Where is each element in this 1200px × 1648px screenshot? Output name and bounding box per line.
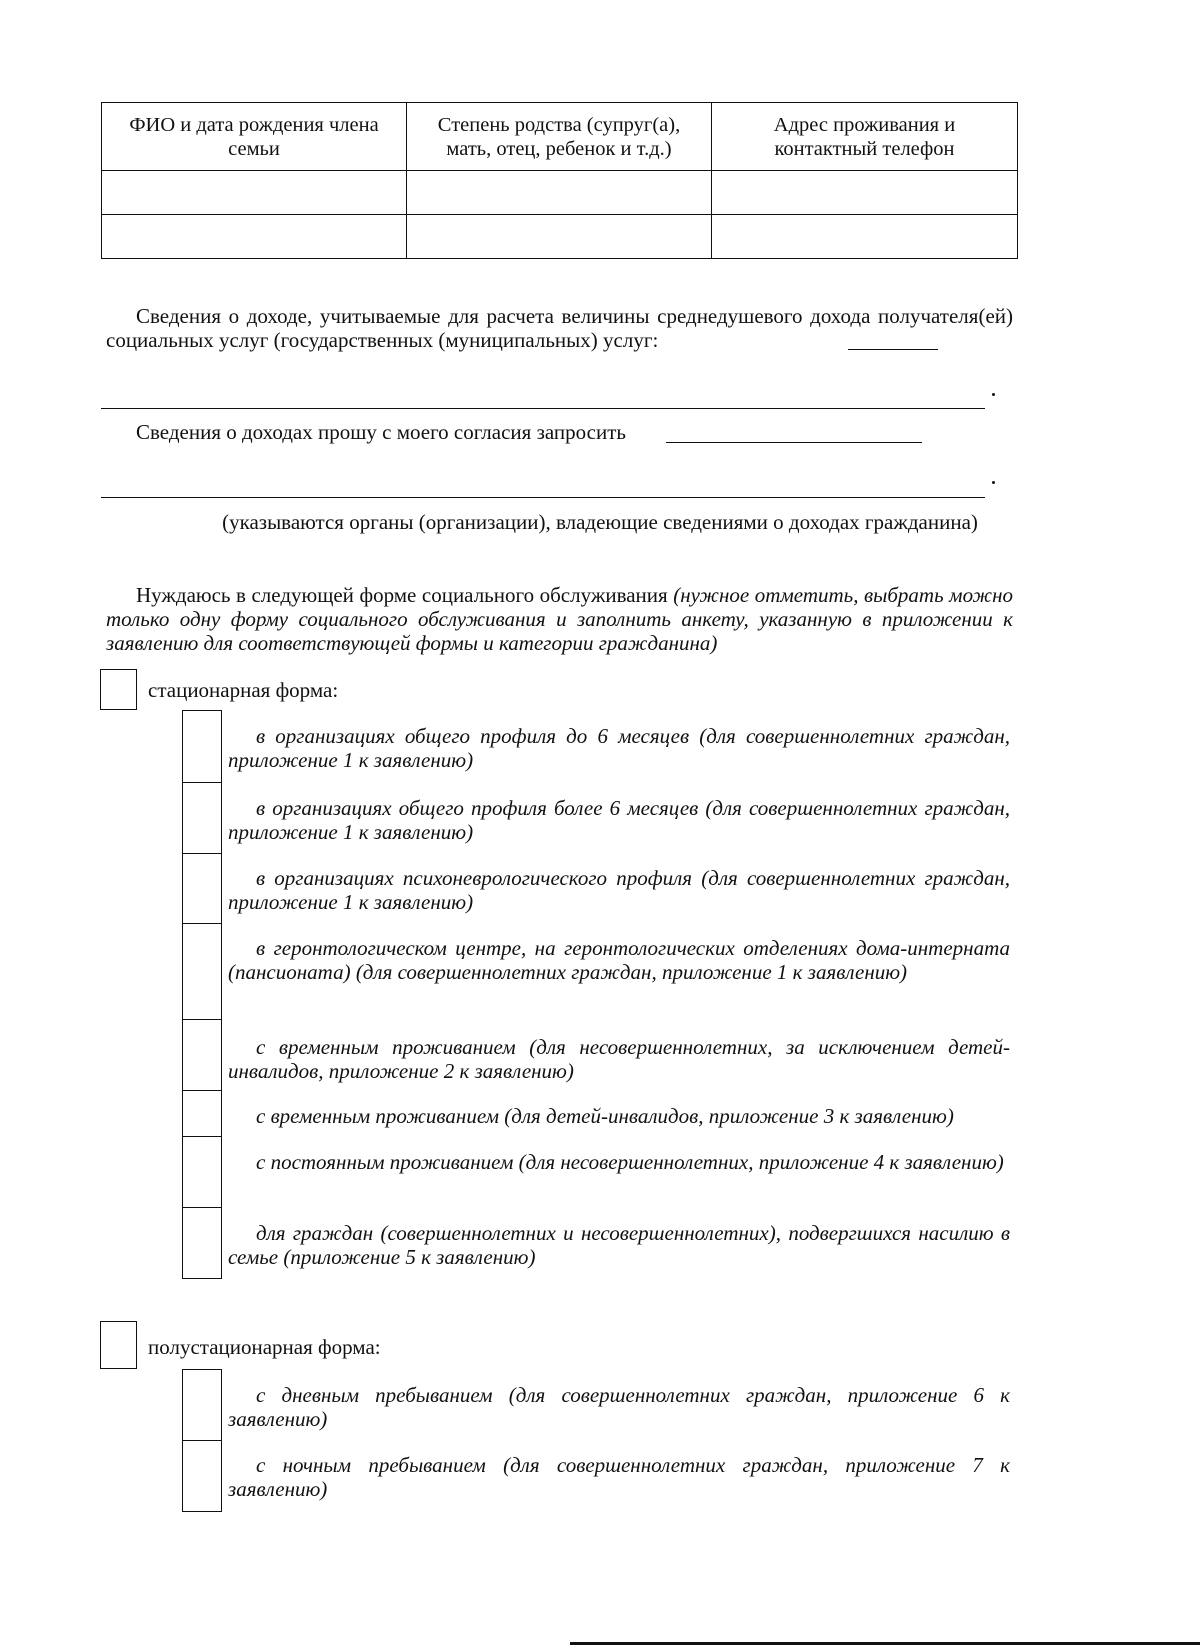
income-request-note: (указываются органы (организации), владеющие сведениями о доходах гражданина) [222,510,978,534]
stationary-option-label: с постоянным проживанием (для несовершеннолетних, приложение 4 к заявлению) [256,1150,1004,1174]
service-form-paragraph [106,583,1013,655]
table-row [102,171,1018,215]
semi-stationary-options-checkbox-column [182,1369,222,1512]
stationary-option-checkbox[interactable] [183,711,221,783]
stationary-option-checkbox[interactable] [183,924,221,1020]
stationary-form-checkbox[interactable] [100,669,137,710]
table-cell[interactable] [407,215,712,259]
stationary-option-checkbox[interactable] [183,1137,221,1208]
page-bottom-rule [570,1642,1200,1645]
semi-stationary-option-checkbox[interactable] [183,1441,221,1511]
income-request-blank-short[interactable] [666,442,922,443]
table-cell[interactable] [712,215,1018,259]
semi-stationary-option-checkbox[interactable] [183,1370,221,1441]
column-header-relationship: Степень родства (супруг(а), мать, отец, ребенок и т.д.) [407,103,712,171]
semi-stationary-option-label: с дневным пребыванием (для совершеннолетних граждан, приложение 6 к заявлению) [228,1383,1010,1431]
income-info-text: Сведения о доходе, учитываемые для расчета величины среднедушевого дохода получателя(ей) социальных услуг (государственных (муниципальных) услуг: [106,304,1013,352]
family-members-table [101,102,1018,259]
stationary-option-checkbox[interactable] [183,854,221,924]
service-form-instruction: (нужное отметить, выбрать можно только одну форму социального обслуживания и заполнить анкету, указанную в приложении к заявлению для соответствующей формы и категории гражданина) [106,583,1014,655]
stationary-option-label: с временным проживанием (для несовершеннолетних, за исключением детей-инвалидов, приложение 2 к заявлению) [228,1035,1010,1083]
table-cell[interactable] [102,171,407,215]
service-form-intro: Нуждаюсь в следующей форме социального обслуживания [136,583,668,607]
income-request-blank-line[interactable] [101,497,985,498]
semi-stationary-option-label: с ночным пребыванием (для совершеннолетних граждан, приложение 7 к заявлению) [228,1453,1010,1501]
period-mark [992,481,995,484]
stationary-option-label: в организациях общего профиля более 6 месяцев (для совершеннолетних граждан, приложение 1 к заявлению) [228,796,1010,844]
table-cell[interactable] [712,171,1018,215]
table-cell[interactable] [407,171,712,215]
table-cell[interactable] [102,215,407,259]
stationary-option-label: в организациях общего профиля до 6 месяцев (для совершеннолетних граждан, приложение 1 к заявлению) [228,724,1010,772]
semi-stationary-form-label: полустационарная форма: [148,1335,381,1359]
column-header-name-birthdate: ФИО и дата рождения члена семьи [102,103,407,171]
income-info-paragraph [106,304,1013,352]
stationary-option-label: для граждан (совершеннолетних и несовершеннолетних), подвергшихся насилию в семье (приложение 5 к заявлению) [228,1221,1010,1269]
column-header-address-phone: Адрес проживания и контактный телефон [712,103,1018,171]
income-blank-short[interactable] [848,349,938,350]
stationary-option-checkbox[interactable] [183,783,221,854]
stationary-option-checkbox[interactable] [183,1208,221,1278]
table-row [102,215,1018,259]
stationary-options-checkbox-column [182,710,222,1279]
stationary-option-label: в организациях психоневрологического профиля (для совершеннолетних граждан, приложение 1 к заявлению) [228,866,1010,914]
income-blank-line[interactable] [101,408,985,409]
period-mark [992,393,995,396]
income-request-text: Сведения о доходах прошу с моего согласия запросить [136,420,626,444]
stationary-option-label: с временным проживанием (для детей-инвалидов, приложение 3 к заявлению) [256,1104,954,1128]
stationary-form-label: стационарная форма: [148,678,339,702]
stationary-option-checkbox[interactable] [183,1020,221,1091]
semi-stationary-form-checkbox[interactable] [100,1321,137,1369]
stationary-option-label: в геронтологическом центре, на геронтологических отделениях дома-интерната (пансионата) (для совершеннолетних граждан, приложение 1 к заявлению) [228,936,1010,984]
stationary-option-checkbox[interactable] [183,1091,221,1137]
